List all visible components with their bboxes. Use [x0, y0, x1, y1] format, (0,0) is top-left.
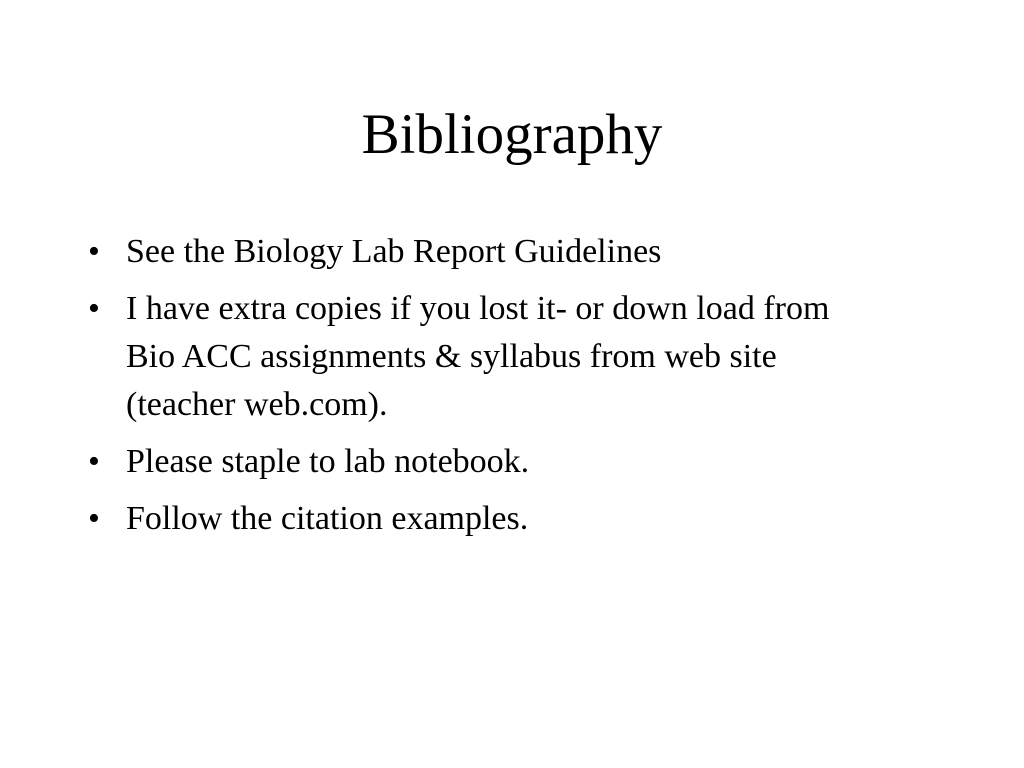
- bullet-text: Please staple to lab notebook.: [126, 443, 530, 480]
- bullet-text: See the Biology Lab Report Guidelines: [126, 233, 662, 270]
- bullet-icon: •: [88, 443, 100, 480]
- bullet-item: [84, 228, 884, 276]
- bullet-item: [84, 495, 884, 543]
- bullet-icon: •: [88, 290, 100, 327]
- bullet-icon: •: [88, 233, 100, 270]
- slide-title: Bibliography: [361, 103, 663, 166]
- bullet-list: [84, 228, 884, 552]
- bullet-icon: •: [88, 500, 100, 537]
- bullet-item: [84, 438, 884, 486]
- bullet-text: I have extra copies if you lost it- or down load from Bio ACC assignments & syllabus from web site (teacher web.com).: [126, 290, 830, 423]
- bullet-text: Follow the citation examples.: [126, 500, 529, 537]
- bullet-item: [84, 285, 884, 429]
